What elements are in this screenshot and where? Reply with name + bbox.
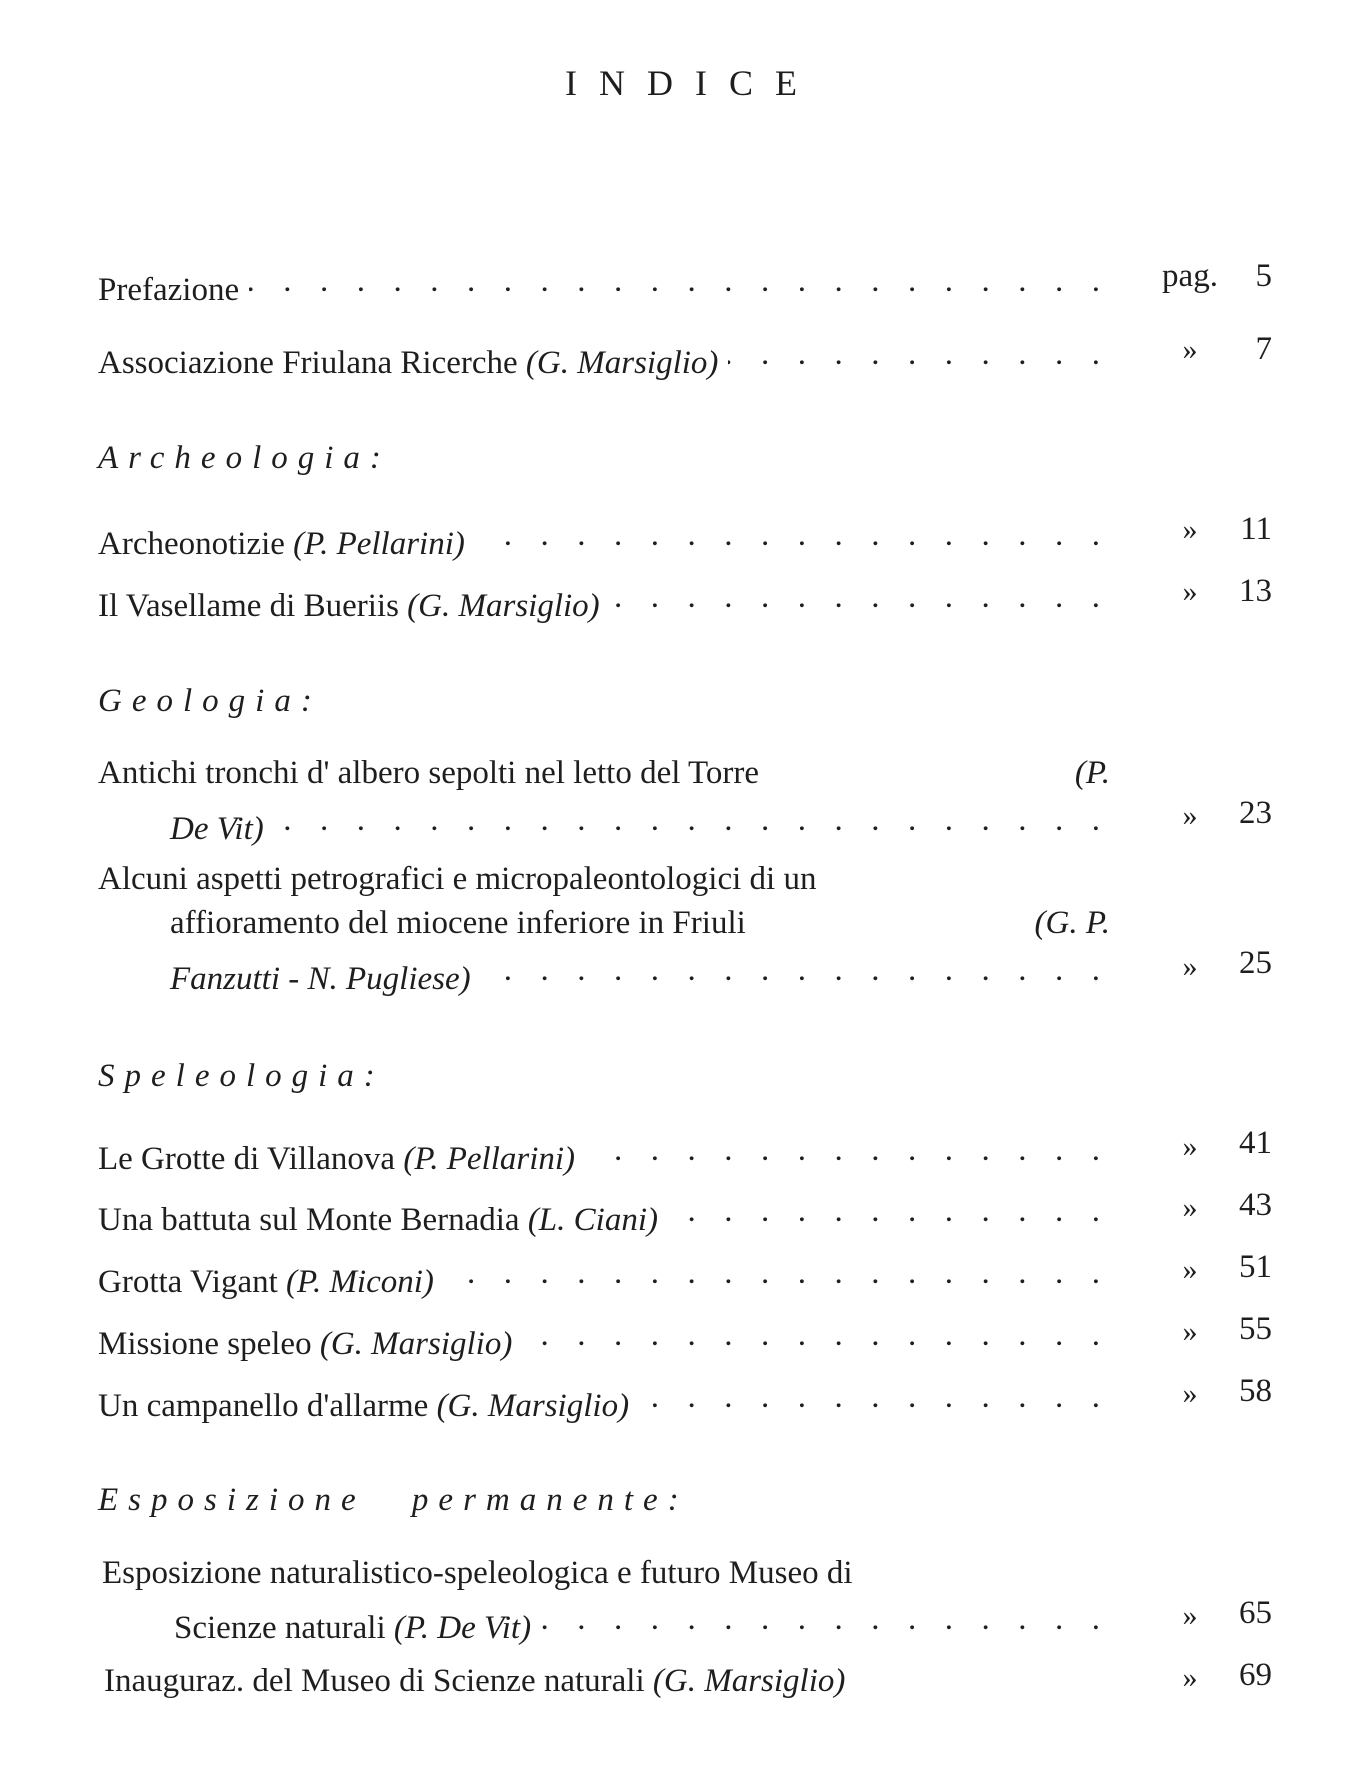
toc-entry-archeonotizie[interactable] bbox=[98, 516, 1116, 563]
section-heading-esposizione bbox=[98, 1482, 689, 1519]
dot-leader bbox=[481, 951, 1104, 989]
page-number: 23 bbox=[1239, 795, 1272, 831]
page-number: 51 bbox=[1239, 1249, 1272, 1285]
entry-title: Archeonotizie bbox=[98, 526, 285, 562]
entry-title: Antichi tronchi d' albero sepolti nel letto del Torre bbox=[98, 755, 760, 791]
page-marker: » bbox=[1182, 575, 1198, 608]
toc-entry-aspetti-line2[interactable] bbox=[170, 904, 1110, 942]
toc-entry-bernadia[interactable] bbox=[98, 1192, 1116, 1239]
toc-entry-prefazione[interactable] bbox=[98, 262, 1116, 309]
entry-title-continued: affioramento del miocene inferiore in Friuli bbox=[170, 905, 746, 941]
toc-entry-tronchi-line2[interactable] bbox=[170, 801, 1116, 848]
toc-entry-inaugurazione[interactable] bbox=[104, 1662, 1116, 1700]
page-number: 5 bbox=[1255, 258, 1272, 294]
toc-entry-tronchi-line1[interactable] bbox=[98, 754, 1110, 792]
page-marker: pag. bbox=[1162, 258, 1218, 294]
page-number: 25 bbox=[1239, 945, 1272, 981]
page-marker: » bbox=[1182, 1599, 1198, 1632]
dot-leader bbox=[585, 1131, 1104, 1169]
page-number: 43 bbox=[1239, 1187, 1272, 1223]
dot-leader bbox=[522, 1316, 1104, 1354]
dot-leader bbox=[249, 262, 1104, 300]
entry-title: Inauguraz. del Museo di Scienze naturali bbox=[104, 1663, 645, 1699]
page-number: 41 bbox=[1239, 1125, 1272, 1161]
toc-entry-vasellame[interactable] bbox=[98, 578, 1116, 625]
entry-author: (G. Marsiglio) bbox=[407, 588, 600, 624]
toc-entry-campanello[interactable] bbox=[98, 1378, 1116, 1425]
entry-title-continued: Scienze naturali bbox=[174, 1610, 386, 1646]
entry-author: (P. Miconi) bbox=[286, 1264, 434, 1300]
entry-author: (G. P. bbox=[1034, 905, 1110, 941]
entry-author: (P. Pellarini) bbox=[293, 526, 465, 562]
section-heading-geologia: Geologia: bbox=[98, 683, 322, 719]
dot-leader bbox=[475, 516, 1104, 554]
entry-author: (P. bbox=[1074, 755, 1110, 791]
entry-title: Il Vasellame di Bueriis bbox=[98, 588, 399, 624]
entry-author: Fanzutti - N. Pugliese) bbox=[170, 961, 471, 997]
toc-entry-vigant[interactable] bbox=[98, 1254, 1116, 1301]
entry-author: (G. Marsiglio) bbox=[319, 1326, 513, 1362]
entry-author: (G. Marsiglio) bbox=[525, 345, 719, 381]
page-number: 13 bbox=[1239, 573, 1272, 609]
page-marker: » bbox=[1182, 1661, 1198, 1694]
dot-leader bbox=[274, 801, 1104, 839]
page-title: INDICE bbox=[565, 63, 819, 103]
page-marker: » bbox=[1182, 513, 1198, 546]
page-marker: » bbox=[1182, 1315, 1198, 1348]
entry-author: (P. Pellarini) bbox=[403, 1141, 576, 1177]
dot-leader bbox=[610, 578, 1104, 616]
toc-entry-aspetti-line1[interactable] bbox=[98, 860, 1110, 898]
entry-author: (L. Ciani) bbox=[527, 1202, 658, 1238]
entry-author: (G. Marsiglio) bbox=[436, 1388, 630, 1424]
page-marker: » bbox=[1182, 799, 1198, 832]
toc-entry-villanova[interactable] bbox=[98, 1131, 1116, 1178]
toc-entry-aspetti-line3[interactable] bbox=[170, 951, 1116, 998]
page-number: 58 bbox=[1239, 1373, 1272, 1409]
toc-entry-associazione[interactable] bbox=[98, 335, 1116, 382]
dot-leader bbox=[728, 335, 1104, 373]
entry-title: Esposizione naturalistico-speleologica e futuro Museo di bbox=[102, 1555, 853, 1591]
page-marker: » bbox=[1182, 333, 1198, 366]
entry-author: (G. Marsiglio) bbox=[652, 1663, 846, 1699]
entry-title: Una battuta sul Monte Bernadia bbox=[98, 1202, 520, 1238]
page-number: 65 bbox=[1239, 1595, 1272, 1631]
entry-author: (P. De Vit) bbox=[393, 1610, 532, 1646]
entry-title: Missione speleo bbox=[98, 1326, 312, 1362]
entry-title: Un campanello d'allarme bbox=[98, 1388, 429, 1424]
page-number: 69 bbox=[1239, 1657, 1272, 1693]
page-number: 11 bbox=[1240, 511, 1272, 547]
section-heading-speleologia: Speleologia: bbox=[98, 1058, 385, 1094]
page-marker: » bbox=[1182, 1130, 1198, 1163]
entry-title: Prefazione bbox=[98, 272, 240, 308]
toc-entry-missione[interactable] bbox=[98, 1316, 1116, 1363]
dot-leader bbox=[668, 1192, 1104, 1230]
page-marker: » bbox=[1182, 1377, 1198, 1410]
page-marker: » bbox=[1182, 1191, 1198, 1224]
page-marker: » bbox=[1182, 950, 1198, 983]
entry-title: Grotta Vigant bbox=[98, 1264, 278, 1300]
entry-title: Alcuni aspetti petrografici e micropaleontologici di un bbox=[98, 861, 817, 897]
dot-leader bbox=[541, 1600, 1104, 1638]
dot-leader bbox=[444, 1254, 1104, 1292]
toc-entry-esposizione-line2[interactable] bbox=[174, 1600, 1116, 1647]
page-marker: » bbox=[1182, 1253, 1198, 1286]
toc-entry-esposizione-line1[interactable] bbox=[102, 1554, 1116, 1592]
entry-title: Associazione Friulana Ricerche bbox=[98, 345, 518, 381]
page-number: 7 bbox=[1255, 331, 1272, 367]
section-heading-archeologia: Archeologia: bbox=[98, 440, 391, 476]
section-heading-text: Esposizione permanente: bbox=[98, 1482, 689, 1518]
dot-leader bbox=[639, 1378, 1104, 1416]
entry-author: De Vit) bbox=[170, 811, 264, 847]
page-number: 55 bbox=[1239, 1311, 1272, 1347]
entry-title: Le Grotte di Villanova bbox=[98, 1141, 396, 1177]
